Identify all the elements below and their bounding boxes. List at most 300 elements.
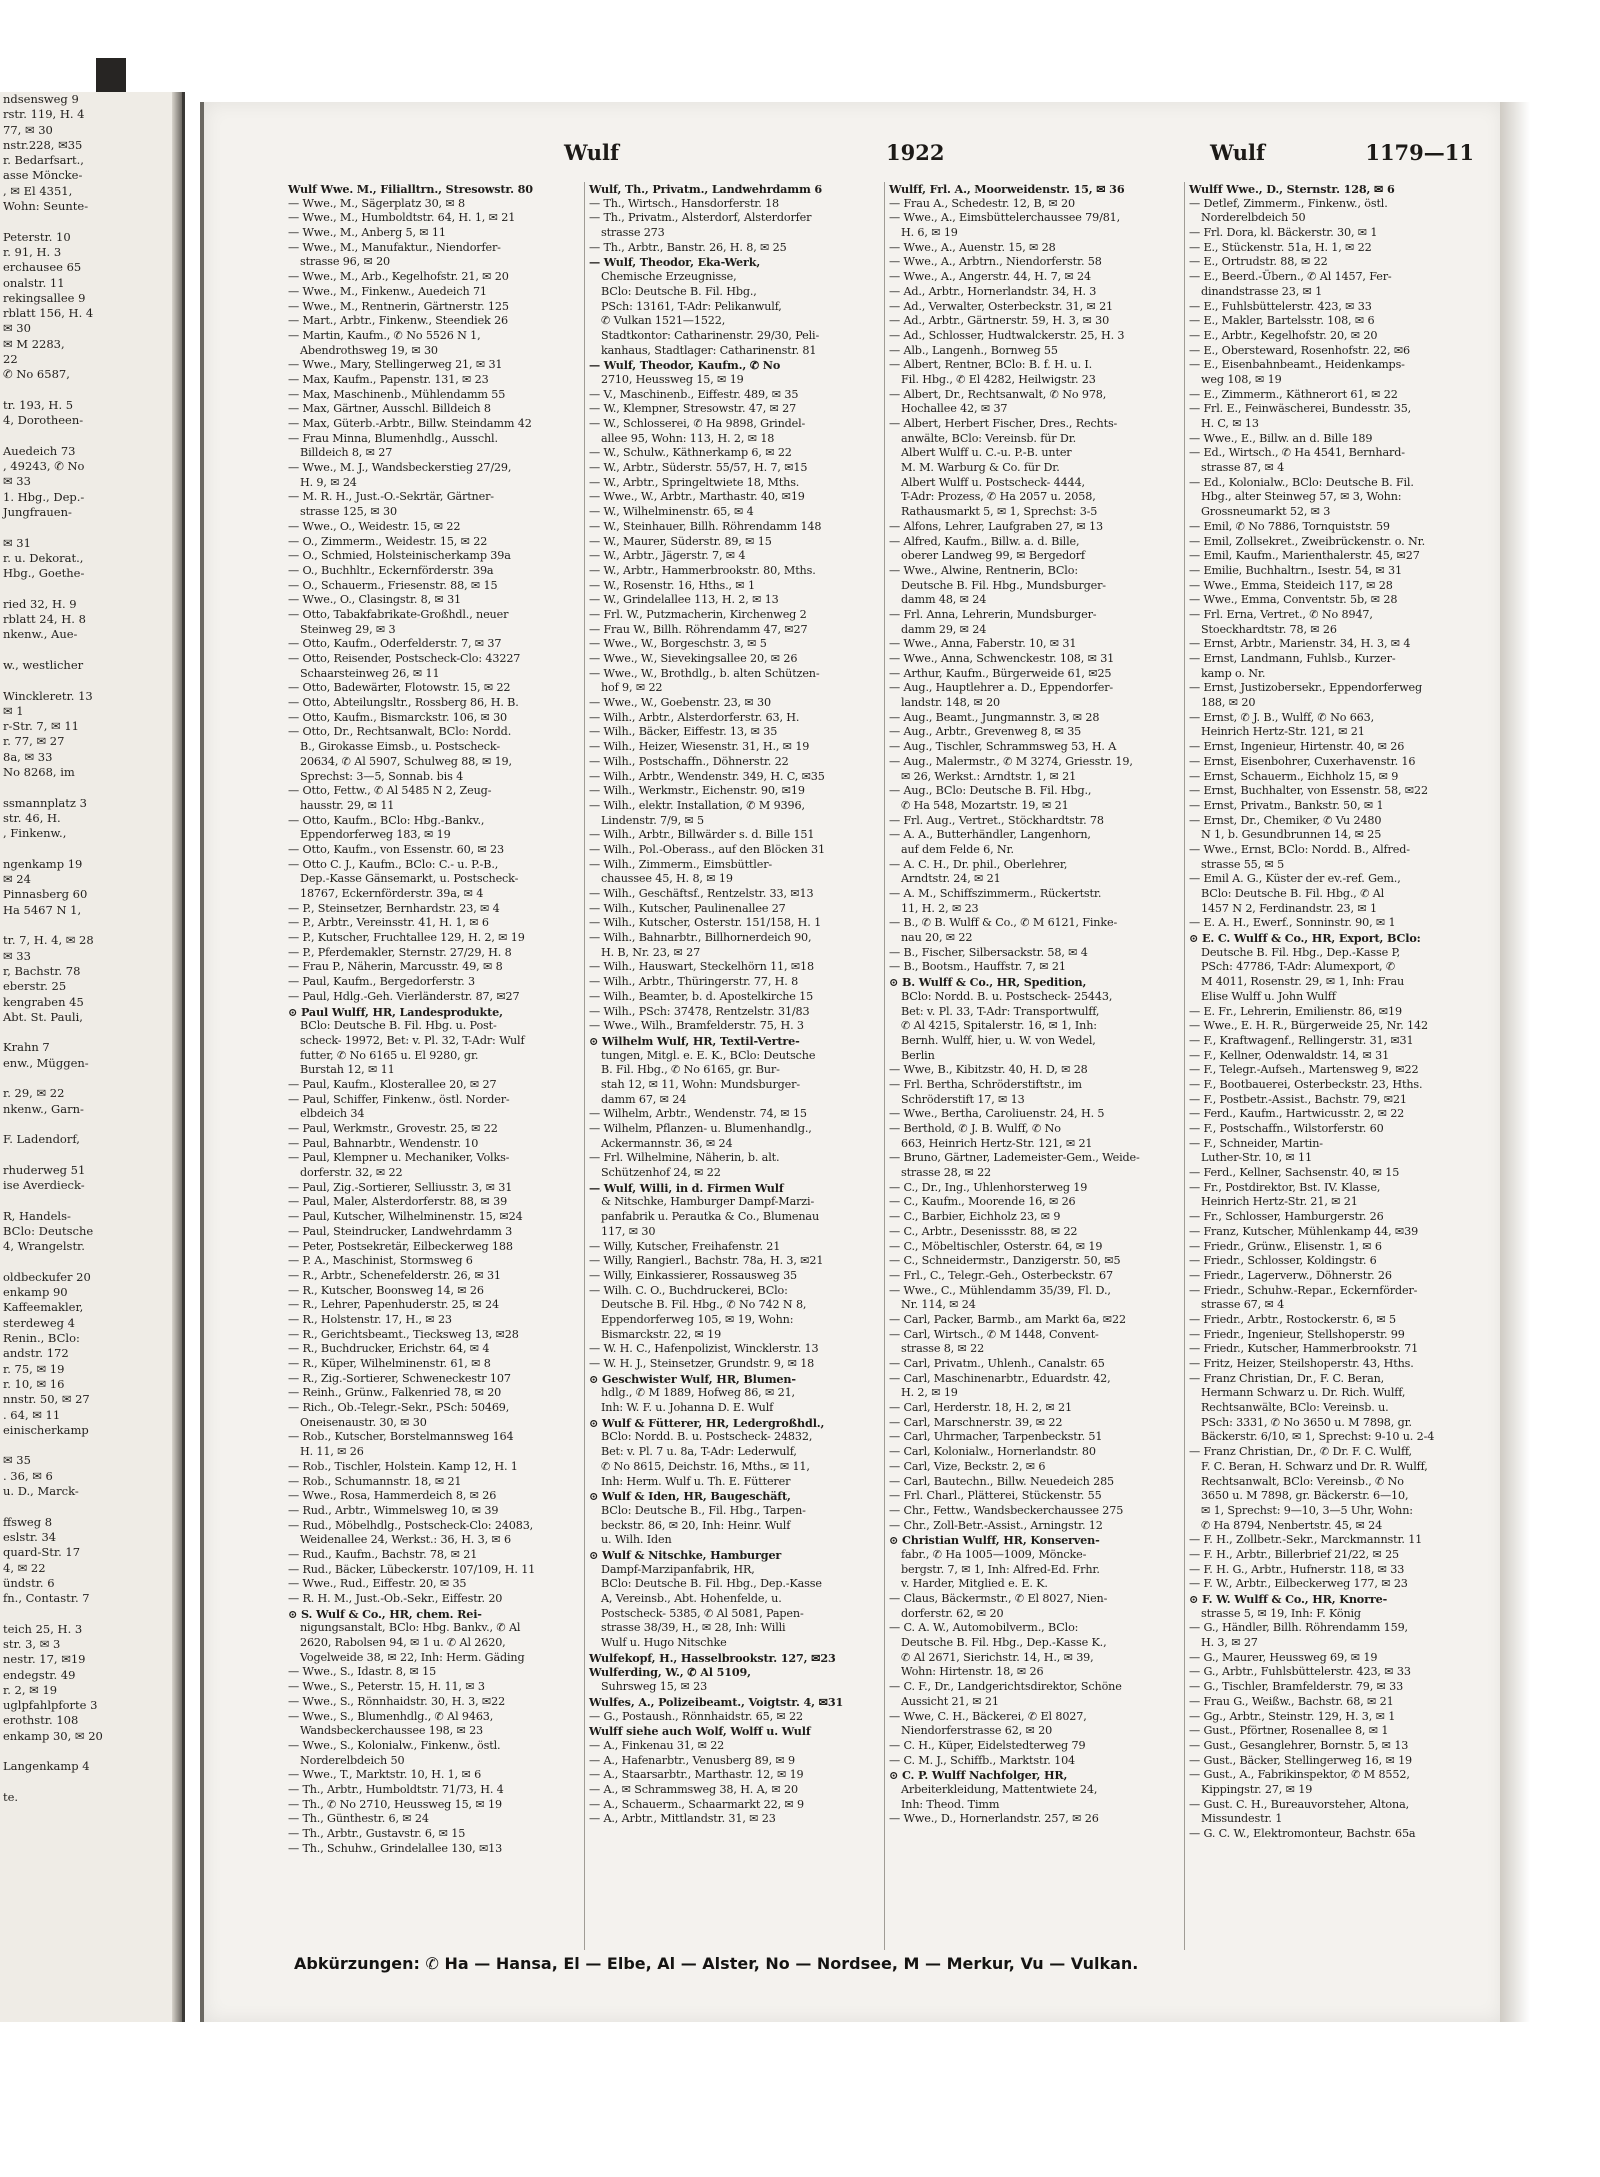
left-page-line: rekingsallee 9 bbox=[3, 290, 86, 305]
directory-entry: — O., Schmied, Holsteinischerkamp 39a bbox=[288, 549, 511, 563]
directory-entry: allee 95, Wohn: 113, H. 2, ✉ 18 bbox=[601, 431, 775, 445]
directory-entry: — Gust. C. H., Bureauvorsteher, Altona, bbox=[1189, 1797, 1409, 1811]
directory-entry: — Fr., Postdirektor, Bst. IV. Klasse, bbox=[1189, 1180, 1381, 1194]
left-page-line: , 49243, ✆ No bbox=[3, 459, 85, 474]
left-page-line bbox=[0, 1775, 182, 1790]
directory-entry: Wulff, Frl. A., Moorweidenstr. 15, ✉ 36 bbox=[889, 182, 1125, 196]
directory-entry: — Otto, Dr., Rechtsanwalt, BClo: Nordd. bbox=[288, 725, 512, 739]
directory-entry: — Otto, Tabakfabrikate-Großhdl., neuer bbox=[288, 607, 509, 621]
directory-entry: — Fritz, Heizer, Steilshoperstr. 43, Hths. bbox=[1189, 1357, 1414, 1370]
directory-entry: — Claus, Bäckermstr., ✆ El 8027, Nien- bbox=[889, 1592, 1108, 1605]
left-page-line: 4, Dorotheen- bbox=[3, 413, 84, 428]
directory-entry: — Friedr., Arbtr., Rostockerstr. 6, ✉ 5 bbox=[1189, 1312, 1396, 1326]
directory-entry: — Wilh., Werkmstr., Eichenstr. 90, ✉19 bbox=[589, 784, 805, 798]
directory-entry: BClo: Deutsche B. Fil. Hbg., Dep.-Kasse bbox=[601, 1577, 822, 1591]
directory-entry: Aussicht 21, ✉ 21 bbox=[901, 1694, 999, 1708]
directory-entry: 3650 u. M 7898, gr. Bäckerstr. 6—10, bbox=[1201, 1489, 1409, 1503]
left-page-line: ffsweg 8 bbox=[3, 1514, 53, 1529]
directory-entry: H. 3, ✉ 27 bbox=[1201, 1636, 1258, 1650]
directory-entry: Bismarckstr. 22, ✉ 19 bbox=[601, 1327, 722, 1341]
directory-entry: — Ernst, Schauerm., Eichholz 15, ✉ 9 bbox=[1189, 769, 1399, 783]
left-page-line: ✉ 33 bbox=[3, 948, 31, 963]
directory-entry: — P., Kutscher, Fruchtallee 129, H. 2, ✉ 19 bbox=[288, 931, 525, 945]
left-page-line: ündstr. 6 bbox=[3, 1575, 55, 1590]
directory-entry: — Friedr., Lagerverw., Döhnerstr. 26 bbox=[1189, 1268, 1392, 1282]
directory-entry: ⊙ C. P. Wulff Nachfolger, HR, bbox=[889, 1768, 1068, 1783]
directory-entry: — Ferd., Kaufm., Hartwicusstr. 2, ✉ 22 bbox=[1189, 1107, 1405, 1121]
directory-entry: — Wwe, B., Kibitzstr. 40, H. D, ✉ 28 bbox=[889, 1063, 1088, 1077]
left-page-fragment bbox=[0, 92, 185, 2022]
directory-entry: Billdeich 8, ✉ 27 bbox=[300, 446, 393, 460]
directory-entry: ⊙ Wulf & Fütterer, HR, Ledergroßhdl., bbox=[589, 1415, 825, 1430]
directory-entry: Berlin bbox=[901, 1048, 935, 1062]
directory-entry: — Wwe., M. J., Wandsbeckerstieg 27/29, bbox=[288, 461, 512, 475]
directory-entry: BClo: Nordd. B. u. Postscheck- 24832, bbox=[601, 1430, 813, 1444]
directory-entry: — Aug., Malermstr., ✆ M 3274, Griesstr. 19, bbox=[889, 754, 1133, 768]
directory-entry: strasse 5, ✉ 19, Inh: F. König bbox=[1201, 1606, 1361, 1620]
directory-entry: — Wwe., Mary, Stellingerweg 21, ✉ 31 bbox=[288, 358, 503, 372]
directory-entry: — Wwe., Rosa, Hammerdeich 8, ✉ 26 bbox=[288, 1489, 497, 1503]
directory-entry: — Th., Wirtsch., Hansdorferstr. 18 bbox=[589, 196, 780, 210]
column-3 bbox=[884, 182, 1185, 1950]
directory-entry: 11, H. 2, ✉ 23 bbox=[901, 901, 979, 915]
directory-entry: Lindenstr. 7/9, ✉ 5 bbox=[601, 813, 704, 827]
directory-entry: M. M. Warburg & Co. für Dr. bbox=[901, 461, 1060, 475]
directory-entry: — Aug., BClo: Deutsche B. Fil. Hbg., bbox=[889, 784, 1092, 798]
directory-entry: Schröderstift 17, ✉ 13 bbox=[901, 1092, 1025, 1106]
left-page-line: enkamp 90 bbox=[3, 1285, 68, 1300]
directory-entry: Arndtstr. 24, ✉ 21 bbox=[901, 872, 1001, 886]
directory-entry: strasse 28, ✉ 22 bbox=[901, 1166, 992, 1180]
directory-page bbox=[200, 102, 1504, 2022]
directory-entry: BClo: Deutsche B. Fil. Hbg., bbox=[601, 284, 757, 298]
directory-entry: fabr., ✆ Ha 1005—1009, Möncke- bbox=[901, 1547, 1087, 1561]
directory-entry: Heinrich Hertz-Str. 21, ✉ 21 bbox=[1201, 1195, 1358, 1209]
directory-entry: — Friedr., Schuhw.-Repar., Eckernförder- bbox=[1189, 1283, 1418, 1297]
directory-entry: — Wulf, Theodor, Eka-Werk, bbox=[589, 255, 761, 270]
left-page-line: endegstr. 49 bbox=[3, 1667, 76, 1682]
directory-entry: H. B, Nr. 23, ✉ 27 bbox=[601, 945, 701, 959]
directory-entry: — Rud., Arbtr., Wimmelsweg 10, ✉ 39 bbox=[288, 1503, 499, 1517]
directory-entry: Elise Wulff u. John Wulff bbox=[1201, 989, 1336, 1003]
directory-entry: — Frau Minna, Blumenhdlg., Ausschl. bbox=[288, 431, 498, 445]
left-page-line: ✉ M 2283, bbox=[3, 336, 65, 351]
directory-entry: — Frl. Wilhelmine, Näherin, b. alt. bbox=[589, 1151, 780, 1165]
directory-entry: — R., Küper, Wilhelminenstr. 61, ✉ 8 bbox=[288, 1357, 491, 1370]
header-left-keyword: Wulf bbox=[564, 140, 620, 165]
directory-entry: PSch: 13161, T-Adr: Pelikanwulf, bbox=[601, 299, 782, 313]
left-page-line: nestr. 17, ✉19 bbox=[3, 1652, 86, 1667]
directory-entry: Eppendorferweg 183, ✉ 19 bbox=[300, 828, 451, 842]
left-page-line: Peterstr. 10 bbox=[3, 229, 71, 244]
directory-entry: — Ferd., Kellner, Sachsenstr. 40, ✉ 15 bbox=[1189, 1166, 1400, 1180]
left-page-line: kengraben 45 bbox=[3, 994, 84, 1009]
directory-entry: strasse 55, ✉ 5 bbox=[1201, 857, 1285, 871]
directory-entry: — Paul, Schiffer, Finkenw., östl. Norder- bbox=[288, 1092, 510, 1106]
directory-entry: — A. M., Schiffszimmerm., Rückertstr. bbox=[889, 887, 1102, 900]
directory-entry: 20634, ✆ Al 5907, Schulweg 88, ✉ 19, bbox=[300, 754, 512, 768]
directory-entry: Schaarsteinweg 26, ✉ 11 bbox=[300, 666, 440, 680]
directory-entry: — Wwe., W., Arbtr., Marthastr. 40, ✉19 bbox=[589, 490, 805, 504]
directory-entry: futter, ✆ No 6165 u. El 9280, gr. bbox=[300, 1048, 479, 1062]
directory-entry: — Frl. Erna, Vertret., ✆ No 8947, bbox=[1189, 607, 1373, 621]
directory-entry: oberer Landweg 99, ✉ Bergedorf bbox=[901, 549, 1085, 563]
directory-entry: Wulf Wwe. M., Filialltrn., Stresowstr. 80 bbox=[288, 182, 533, 196]
directory-entry: Albert Wulff u. C.-u. P.-B. unter bbox=[901, 446, 1072, 460]
directory-entry: 2620, Rabolsen 94, ✉ 1 u. ✆ Al 2620, bbox=[300, 1636, 506, 1650]
directory-entry: — Wwe., A., Eimsbüttelerchaussee 79/81, bbox=[889, 211, 1121, 225]
directory-entry: — Wwe, C. H., Bäckerei, ✆ El 8027, bbox=[889, 1709, 1087, 1723]
directory-entry: — W., Klempner, Stresowstr. 47, ✉ 27 bbox=[589, 402, 797, 416]
directory-entry: — F., Telegr.-Aufseh., Martensweg 9, ✉22 bbox=[1189, 1063, 1419, 1077]
left-page-line: andstr. 172 bbox=[3, 1346, 69, 1361]
left-page-line: r, Bachstr. 78 bbox=[3, 963, 81, 978]
directory-entry: — E., Eisenbahnbeamt., Heidenkamps- bbox=[1189, 358, 1405, 372]
directory-entry: — E., Beerd.-Übern., ✆ Al 1457, Fer- bbox=[1189, 270, 1392, 284]
directory-entry: — Wilh., Kutscher, Osterstr. 151/158, H. 1 bbox=[589, 916, 822, 930]
directory-entry: — W., Rosenstr. 16, Hths., ✉ 1 bbox=[589, 578, 755, 592]
directory-entry: — Friedr., Kutscher, Hammerbrookstr. 71 bbox=[1189, 1342, 1419, 1356]
directory-entry: Rechtsanwalt, BClo: Vereinsb., ✆ No bbox=[1201, 1474, 1404, 1488]
directory-entry: — Wwe., S., Idastr. 8, ✉ 15 bbox=[288, 1665, 437, 1679]
directory-entry: landstr. 148, ✉ 20 bbox=[901, 696, 1001, 710]
left-page-line: rblatt 24, H. 8 bbox=[3, 612, 86, 627]
column-1 bbox=[284, 182, 584, 1950]
directory-entry: — A., ✉ Schrammsweg 38, H. A, ✉ 20 bbox=[589, 1782, 798, 1796]
directory-entry: — Friedr., Ingenieur, Stellshoperstr. 99 bbox=[1189, 1327, 1405, 1341]
directory-entry: Wulfekopf, H., Hasselbrookstr. 127, ✉23 bbox=[589, 1650, 836, 1665]
directory-entry: Ackermannstr. 36, ✉ 24 bbox=[601, 1136, 733, 1150]
left-page-line: tr. 7, H. 4, ✉ 28 bbox=[3, 933, 94, 948]
directory-entry: T-Adr: Prozess, ✆ Ha 2057 u. 2058, bbox=[901, 490, 1096, 504]
directory-entry: ⊙ Geschwister Wulf, HR, Blumen- bbox=[589, 1371, 796, 1386]
directory-entry: — Max, Kaufm., Papenstr. 131, ✉ 23 bbox=[288, 372, 489, 386]
directory-entry: — F., Postbetr.-Assist., Bachstr. 79, ✉21 bbox=[1189, 1092, 1407, 1106]
directory-entry: — E., Zimmerm., Käthnerort 61, ✉ 22 bbox=[1189, 387, 1398, 401]
directory-entry: PSch: 47786, T-Adr: Alumexport, ✆ bbox=[1201, 960, 1396, 974]
directory-entry: — Paul, Kaufm., Klosterallee 20, ✉ 27 bbox=[288, 1077, 497, 1091]
directory-entry: — B., Bootsm., Hauffstr. 7, ✉ 21 bbox=[889, 960, 1066, 974]
left-page-line bbox=[0, 383, 182, 398]
directory-entry: — Ernst, Justizobersekr., Eppendorferweg bbox=[1189, 681, 1423, 695]
directory-entry: 663, Heinrich Hertz-Str. 121, ✉ 21 bbox=[901, 1136, 1093, 1150]
directory-entry: — Max, Gärtner, Ausschl. Billdeich 8 bbox=[288, 402, 491, 416]
left-page-line: ssmannplatz 3 bbox=[3, 795, 87, 810]
left-page-line bbox=[0, 1255, 182, 1270]
directory-entry: ✆ Vulkan 1521—1522, bbox=[601, 314, 726, 328]
directory-entry: — Franz Christian, Dr., ✆ Dr. F. C. Wulff, bbox=[1189, 1445, 1412, 1459]
directory-entry: Stoeckhardtstr. 78, ✉ 26 bbox=[1201, 622, 1337, 636]
left-page-line: ✉ 35 bbox=[3, 1453, 31, 1468]
directory-entry: 2710, Heussweg 15, ✉ 19 bbox=[601, 372, 744, 386]
left-page-line: Hbg., Goethe- bbox=[3, 566, 85, 581]
directory-entry: Wulferding, W., ✆ Al 5109, bbox=[589, 1665, 751, 1680]
directory-entry: damm 67, ✉ 24 bbox=[601, 1092, 687, 1106]
directory-entry: — Wwe., T., Marktstr. 10, H. 1, ✉ 6 bbox=[288, 1768, 482, 1782]
directory-entry: — A., Staarsarbtr., Marthastr. 12, ✉ 19 bbox=[589, 1768, 804, 1782]
directory-entry: strasse 67, ✉ 4 bbox=[1201, 1298, 1285, 1312]
directory-entry: Deutsche B. Fil. Hbg., ✆ No 742 N 8, bbox=[601, 1298, 807, 1312]
directory-entry: — Wwe., M., Manufaktur., Niendorfer- bbox=[288, 240, 501, 254]
directory-entry: — Rob., Kutscher, Borstelmannsweg 164 bbox=[288, 1430, 514, 1444]
directory-entry: — Wilh., Bäcker, Eiffestr. 13, ✉ 35 bbox=[589, 725, 778, 739]
directory-entry: — Wwe., A., Arbtrn., Niendorferstr. 58 bbox=[889, 255, 1102, 269]
directory-entry: — Wwe., M., Arb., Kegelhofstr. 21, ✉ 20 bbox=[288, 270, 509, 284]
left-page-line: uglpfahlpforte 3 bbox=[3, 1698, 98, 1713]
directory-entry: Luther-Str. 10, ✉ 11 bbox=[1201, 1151, 1312, 1165]
directory-entry: — A. A., Butterhändler, Langenhorn, bbox=[889, 828, 1091, 842]
directory-entry: — Alb., Langenh., Bornweg 55 bbox=[889, 343, 1058, 357]
directory-entry: 188, ✉ 20 bbox=[1201, 696, 1256, 710]
directory-entry: — Th., Arbtr., Banstr. 26, H. 8, ✉ 25 bbox=[589, 240, 787, 254]
directory-entry: — Ernst, Landmann, Fuhlsb., Kurzer- bbox=[1189, 652, 1396, 665]
directory-entry: — Carl, Privatm., Uhlenh., Canalstr. 65 bbox=[889, 1357, 1105, 1370]
directory-entry: — R. H. M., Just.-Ob.-Sekr., Eiffestr. 20 bbox=[288, 1592, 503, 1605]
directory-entry: — Frl. Anna, Lehrerin, Mundsburger- bbox=[889, 607, 1097, 621]
directory-entry: — Wwe., W., Sievekingsallee 20, ✉ 26 bbox=[589, 652, 798, 665]
directory-entry: B. Fil. Hbg., ✆ No 6165, gr. Bur- bbox=[601, 1063, 780, 1077]
directory-entry: — Frau W., Billh. Röhrendamm 47, ✉27 bbox=[589, 622, 808, 636]
directory-entry: Wandsbeckerchaussee 198, ✉ 23 bbox=[300, 1724, 484, 1738]
directory-entry: — Wilh., Zimmerm., Eimsbüttler- bbox=[589, 857, 773, 871]
left-page-line: r. 29, ✉ 22 bbox=[3, 1086, 65, 1101]
left-page-line: fn., Contastr. 7 bbox=[3, 1591, 90, 1606]
directory-entry: — Wilh., Arbtr., Alsterdorferstr. 63, H. bbox=[589, 710, 800, 724]
directory-entry: — Th., Arbtr., Humboldtstr. 71/73, H. 4 bbox=[288, 1782, 504, 1796]
directory-entry: — Emil, Kaufm., Marienthalerstr. 45, ✉27 bbox=[1189, 549, 1420, 563]
directory-entry: — F. H. G., Arbtr., Hufnerstr. 118, ✉ 33 bbox=[1189, 1562, 1405, 1576]
left-page-line bbox=[0, 520, 182, 535]
directory-entry: Nr. 114, ✉ 24 bbox=[901, 1298, 976, 1312]
directory-entry: — Ad., Arbtr., Hornerlandstr. 34, H. 3 bbox=[889, 284, 1097, 298]
directory-entry: BClo: Deutsche B. Fil. Hbg. u. Post- bbox=[300, 1019, 497, 1033]
directory-entry: — A., Arbtr., Mittlandstr. 31, ✉ 23 bbox=[589, 1812, 776, 1826]
directory-entry: u. Wilh. Iden bbox=[601, 1533, 672, 1547]
directory-entry: — E., Fuhlsbüttelerstr. 423, ✉ 33 bbox=[1189, 299, 1372, 313]
directory-entry: hausstr. 29, ✉ 11 bbox=[300, 798, 395, 812]
left-page-line bbox=[0, 1499, 182, 1514]
directory-entry: — Paul, Steindrucker, Landwehrdamm 3 bbox=[288, 1224, 513, 1238]
scan-margin bbox=[1530, 60, 1600, 2060]
directory-entry: — Wwe., S., Rönnhaidstr. 30, H. 3, ✉22 bbox=[288, 1694, 506, 1708]
directory-entry: Weidenallee 24, Werkst.: 36, H. 3, ✉ 6 bbox=[300, 1533, 511, 1547]
directory-entry: ⊙ Wulf & Nitschke, Hamburger bbox=[589, 1547, 782, 1562]
left-page-line bbox=[0, 918, 182, 933]
directory-entry: — Otto, Kaufm., von Essenstr. 60, ✉ 23 bbox=[288, 842, 504, 856]
directory-entry: tungen, Mitgl. e. E. K., BClo: Deutsche bbox=[601, 1048, 816, 1062]
directory-entry: — Carl, Bautechn., Billw. Neuedeich 285 bbox=[889, 1474, 1115, 1488]
directory-entry: H. 6, ✉ 19 bbox=[901, 226, 958, 240]
directory-entry: Dampf-Marzipanfabrik, HR, bbox=[601, 1562, 755, 1576]
directory-entry: Hbg., alter Steinweg 57, ✉ 3, Wohn: bbox=[1201, 490, 1402, 504]
directory-entry: — Paul, Werkmstr., Grovestr. 25, ✉ 22 bbox=[288, 1122, 498, 1135]
directory-entry: — R., Holstenstr. 17, H., ✉ 23 bbox=[288, 1312, 452, 1326]
directory-entry: bergstr. 7, ✉ 1, Inh: Alfred-Ed. Frhr. bbox=[901, 1562, 1100, 1576]
directory-entry: M 4011, Rosenstr. 29, ✉ 1, Inh: Frau bbox=[1201, 975, 1405, 989]
left-page-line: ✉ 1 bbox=[3, 703, 24, 718]
directory-entry: — Alfred, Kaufm., Billw. a. d. Bille, bbox=[889, 534, 1080, 548]
directory-entry: — Wwe., Bertha, Caroliuenstr. 24, H. 5 bbox=[889, 1107, 1105, 1121]
directory-entry: — Wwe., Rud., Eiffestr. 20, ✉ 35 bbox=[288, 1577, 467, 1591]
left-page-line: ✆ No 6587, bbox=[3, 367, 70, 382]
left-page-line: u. D., Marck- bbox=[3, 1484, 79, 1499]
directory-entry: Hochallee 42, ✉ 37 bbox=[901, 402, 1008, 416]
left-page-line bbox=[0, 1606, 182, 1621]
left-page-line: str. 46, H. bbox=[3, 810, 61, 825]
directory-entry: — Otto, Kaufm., Bismarckstr. 106, ✉ 30 bbox=[288, 710, 508, 724]
directory-entry: — Mart., Arbtr., Finkenw., Steendiek 26 bbox=[288, 314, 509, 328]
left-page-line: . 36, ✉ 6 bbox=[3, 1468, 53, 1483]
left-page-line: Wohn: Seunte- bbox=[3, 199, 89, 214]
directory-entry: dorferstr. 32, ✉ 22 bbox=[300, 1166, 403, 1180]
directory-entry: — P. A., Maschinist, Stormsweg 6 bbox=[288, 1254, 473, 1268]
directory-entry: Albert Wulff u. Postscheck- 4444, bbox=[901, 475, 1085, 489]
directory-entry: — W., Steinhauer, Billh. Röhrendamm 148 bbox=[589, 519, 822, 533]
directory-entry: — Paul, Klempner u. Mechaniker, Volks- bbox=[288, 1151, 510, 1165]
left-page-line: r. 91, H. 3 bbox=[3, 244, 62, 259]
directory-entry: — Wulf, Theodor, Kaufm., ✆ No bbox=[589, 358, 781, 373]
directory-entry: — O., Buchhltr., Eckernförderstr. 39a bbox=[288, 563, 494, 577]
directory-entry: — Rud., Bäcker, Lübeckerstr. 107/109, H. 11 bbox=[288, 1562, 536, 1576]
directory-entry: scheck- 19972, Bet: v. Pl. 32, T-Adr: Wulf bbox=[300, 1033, 525, 1047]
directory-entry: PSch: 3331, ✆ No 3650 u. M 7898, gr. bbox=[1201, 1415, 1412, 1429]
directory-entry: — Wwe., C., Mühlendamm 35/39, Fl. D., bbox=[889, 1283, 1111, 1297]
left-page-line: nkenw., Aue- bbox=[3, 627, 78, 642]
directory-entry: ⊙ Wulf & Iden, HR, Baugeschäft, bbox=[589, 1489, 791, 1504]
left-page-line: , Finkenw., bbox=[3, 826, 67, 841]
directory-entry: — F., Kellner, Odenwaldstr. 14, ✉ 31 bbox=[1189, 1048, 1390, 1062]
left-page-line bbox=[0, 643, 182, 658]
directory-entry: — Aug., Arbtr., Grevenweg 8, ✉ 35 bbox=[889, 725, 1082, 739]
directory-entry: — P., Pferdemakler, Sternstr. 27/29, H. 8 bbox=[288, 945, 512, 959]
directory-entry: — Ed., Wirtsch., ✆ Ha 4541, Bernhard- bbox=[1189, 446, 1405, 460]
directory-entry: hdlg., ✆ M 1889, Hofweg 86, ✉ 21, bbox=[601, 1386, 795, 1400]
directory-entry: Oneisenaustr. 30, ✉ 30 bbox=[300, 1415, 427, 1429]
directory-entry: chaussee 45, H. 8, ✉ 19 bbox=[601, 872, 733, 886]
directory-entry: & Nitschke, Hamburger Dampf-Marzi- bbox=[601, 1195, 815, 1209]
directory-entry: — Ed., Kolonialw., BClo: Deutsche B. Fil. bbox=[1189, 475, 1414, 489]
directory-entry: H. 2, ✉ 19 bbox=[901, 1386, 958, 1400]
directory-entry: Grossneumarkt 52, ✉ 3 bbox=[1201, 505, 1331, 519]
directory-entry: — Emilie, Buchhaltrn., Isestr. 54, ✉ 31 bbox=[1189, 563, 1402, 577]
directory-entry: — E., Arbtr., Kegelhofstr. 20, ✉ 20 bbox=[1189, 328, 1378, 342]
page-header bbox=[204, 140, 1504, 170]
directory-entry: — W., Grindelallee 113, H. 2, ✉ 13 bbox=[589, 593, 779, 607]
directory-entry: — Gust., A., Fabrikinspektor, ✆ M 8552, bbox=[1189, 1768, 1410, 1782]
directory-entry: — A., Finkenau 31, ✉ 22 bbox=[589, 1738, 725, 1752]
left-page-line: Abt. St. Pauli, bbox=[3, 1009, 83, 1024]
directory-entry: ⊙ Christian Wulff, HR, Konserven- bbox=[889, 1533, 1100, 1548]
directory-entry: H. 9, ✉ 24 bbox=[300, 475, 357, 489]
directory-entry: A, Vereinsb., Abt. Hohenfelde, u. bbox=[601, 1592, 782, 1605]
left-page-line: ried 32, H. 9 bbox=[3, 596, 77, 611]
directory-entry: — Rud., Kaufm., Bachstr. 78, ✉ 21 bbox=[288, 1547, 478, 1561]
directory-entry: v. Harder, Mitglied e. E. K. bbox=[901, 1577, 1048, 1591]
left-page-line: eberstr. 25 bbox=[3, 979, 67, 994]
directory-entry: BClo: Deutsche B., Fil. Hbg., Tarpen- bbox=[601, 1503, 806, 1517]
directory-entry: Niendorferstrasse 62, ✉ 20 bbox=[901, 1724, 1053, 1738]
directory-entry: — Gust., Bäcker, Stellingerweg 16, ✉ 19 bbox=[1189, 1753, 1413, 1767]
directory-entry: — C. A. W., Automobilverm., BClo: bbox=[889, 1621, 1079, 1635]
left-page-line: erchausee 65 bbox=[3, 260, 82, 275]
directory-entry: — Wwe., S., Blumenhdlg., ✆ Al 9463, bbox=[288, 1709, 494, 1723]
left-page-line: , ✉ El 4351, bbox=[3, 183, 73, 198]
directory-entry: — C., Barbier, Eichholz 23, ✉ 9 bbox=[889, 1210, 1061, 1224]
directory-entry: — Emil, ✆ No 7886, Tornquiststr. 59 bbox=[1189, 519, 1390, 533]
directory-entry: Arbeiterkleidung, Mattentwiete 24, bbox=[901, 1782, 1098, 1796]
directory-entry: — Wilh., PSch: 37478, Rentzelstr. 31/83 bbox=[589, 1004, 810, 1018]
directory-entry: — Wilh., Arbtr., Thüringerstr. 77, H. 8 bbox=[589, 975, 799, 989]
left-page-line: Jungfrauen- bbox=[3, 505, 72, 520]
directory-entry: — R., Lehrer, Papenhuderstr. 25, ✉ 24 bbox=[288, 1298, 499, 1312]
directory-entry: — Wwe., Ernst, BClo: Nordd. B., Alfred- bbox=[1189, 842, 1410, 856]
directory-entry: — Otto, Abteilungsltr., Rossberg 86, H. B. bbox=[288, 696, 519, 710]
directory-entry: ✉ 1, Sprechst: 9—10, 3—5 Uhr, Wohn: bbox=[1201, 1503, 1413, 1517]
directory-entry: — Wilhelm, Pflanzen- u. Blumenhandlg., bbox=[589, 1122, 812, 1135]
directory-entry: — C., Dr., Ing., Uhlenhorsterweg 19 bbox=[889, 1180, 1088, 1194]
directory-entry: hof 9, ✉ 22 bbox=[601, 681, 663, 695]
directory-entry: BClo: Deutsche B. Fil. Hbg., ✆ Al bbox=[1201, 887, 1385, 900]
directory-entry: — C., Arbtr., Desenissstr. 88, ✉ 22 bbox=[889, 1224, 1078, 1238]
directory-entry: — F., Kraftwagenf., Rellingerstr. 31, ✉31 bbox=[1189, 1033, 1414, 1047]
directory-entry: — Willy, Einkassierer, Rossausweg 35 bbox=[589, 1268, 798, 1282]
directory-entry: — Wwe., E., Billw. an d. Bille 189 bbox=[1189, 431, 1373, 445]
directory-entry: Deutsche B. Fil. Hbg., Mundsburger- bbox=[901, 578, 1106, 592]
directory-entry: Wohn: Hirtenstr. 18, ✉ 26 bbox=[901, 1665, 1044, 1679]
directory-entry: Deutsche B. Fil. Hbg., Dep.-Kasse P, bbox=[1201, 945, 1400, 959]
directory-entry: Abendrothsweg 19, ✉ 30 bbox=[300, 343, 438, 357]
directory-entry: Chemische Erzeugnisse, bbox=[601, 270, 737, 284]
directory-entry: — Carl, Maschinenarbtr., Eduardstr. 42, bbox=[889, 1371, 1111, 1385]
directory-entry: — Carl, Marschnerstr. 39, ✉ 22 bbox=[889, 1415, 1063, 1429]
directory-entry: — W., Arbtr., Hammerbrookstr. 80, Mths. bbox=[589, 563, 816, 577]
directory-entry: Norderelbdeich 50 bbox=[300, 1753, 405, 1767]
directory-entry: — W. H. C., Hafenpolizist, Wincklerstr. 13 bbox=[589, 1342, 819, 1356]
directory-entry: Deutsche B. Fil. Hbg., Dep.-Kasse K., bbox=[901, 1636, 1107, 1650]
directory-entry: — F., Postschaffn., Wilstorferstr. 60 bbox=[1189, 1122, 1384, 1135]
directory-entry: Dep.-Kasse Gänsemarkt, u. Postscheck- bbox=[300, 872, 519, 886]
directory-entry: — Emil, Zollsekret., Zweibrückenstr. o. Nr. bbox=[1189, 534, 1425, 548]
directory-entry: ⊙ F. W. Wulff & Co., HR, Knorre- bbox=[1189, 1592, 1388, 1606]
left-page-line: . 64, ✉ 11 bbox=[3, 1407, 61, 1422]
directory-entry: Norderelbdeich 50 bbox=[1201, 211, 1306, 225]
directory-entry: kanhaus, Stadtlager: Catharinenstr. 81 bbox=[601, 343, 817, 357]
directory-entry: H. C, ✉ 13 bbox=[1201, 417, 1259, 430]
directory-entry: — Frl. Bertha, Schröderstiftstr., im bbox=[889, 1077, 1082, 1091]
directory-entry: — Albert, Rentner, BClo: B. f. H. u. I. bbox=[889, 358, 1093, 372]
directory-entry: — Frl. Aug., Vertret., Stöckhardtstr. 78 bbox=[889, 813, 1104, 827]
directory-entry: — Wilh., Arbtr., Wendenstr. 349, H. C, ✉35 bbox=[589, 769, 825, 783]
directory-entry: — Otto, Reisender, Postscheck-Clo: 43227 bbox=[288, 652, 521, 665]
directory-entry: Fil. Hbg., ✆ El 4282, Heilwigstr. 23 bbox=[901, 372, 1096, 386]
directory-entry: damm 48, ✉ 24 bbox=[901, 593, 987, 607]
left-page-line: ✉ 30 bbox=[3, 321, 31, 336]
directory-entry: Schützenhof 24, ✉ 22 bbox=[601, 1166, 721, 1180]
directory-entry: — C. M. J., Schiffb., Marktstr. 104 bbox=[889, 1753, 1076, 1767]
left-page-line: nkenw., Garn- bbox=[3, 1101, 84, 1116]
directory-entry: — R., Buchdrucker, Erichstr. 64, ✉ 4 bbox=[288, 1342, 490, 1356]
directory-entry: Steinweg 29, ✉ 3 bbox=[300, 622, 396, 636]
directory-entry: — Wwe., A., Angerstr. 44, H. 7, ✉ 24 bbox=[889, 270, 1091, 284]
left-page-line bbox=[0, 582, 182, 597]
directory-entry: — Ernst, ✆ J. B., Wulff, ✆ No 663, bbox=[1189, 710, 1375, 724]
directory-entry: stah 12, ✉ 11, Wohn: Mundsburger- bbox=[601, 1077, 800, 1091]
directory-entry: — C. H., Küper, Eidelstedterweg 79 bbox=[889, 1738, 1086, 1752]
directory-entry: — W., Arbtr., Springeltwiete 18, Mths. bbox=[589, 475, 800, 489]
left-page-line bbox=[0, 842, 182, 857]
directory-entry: — W., Maurer, Süderstr. 89, ✉ 15 bbox=[589, 534, 772, 548]
directory-entry: — F., Schneider, Martin- bbox=[1189, 1136, 1323, 1150]
